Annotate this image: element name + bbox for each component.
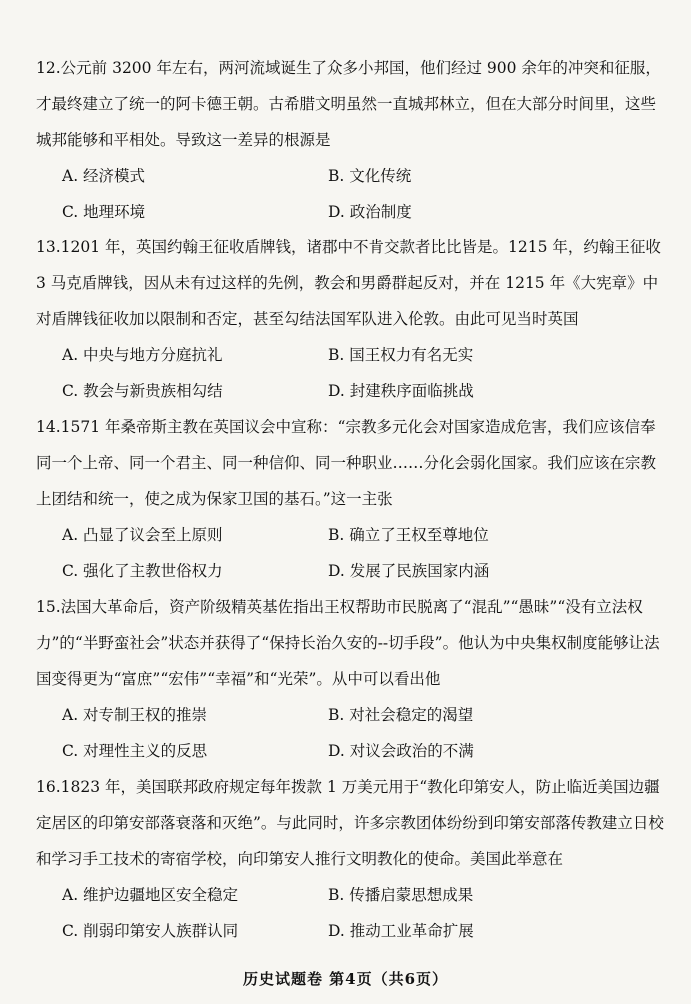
question-14 — [36, 409, 666, 589]
question-12 — [36, 50, 666, 230]
options-row — [36, 373, 666, 409]
option-a[interactable]: A. 对专制王权的推崇 — [62, 706, 208, 724]
options-row — [36, 337, 666, 373]
option-b[interactable]: B. 对社会稳定的渴望 — [328, 706, 474, 724]
option-d[interactable]: D. 封建秩序面临挑战 — [328, 382, 474, 400]
option-c[interactable]: C. 对理性主义的反思 — [62, 742, 208, 760]
option-c[interactable]: C. 地理环境 — [62, 203, 146, 221]
question-stem: 12.公元前 3200 年左右，两河流域诞生了众多小邦国，他们经过 900 余年的冲突和征服，才最终建立了统一的阿卡德王朝。古希腊文明虽然一直城邦林立，但在大部分时间里，这些城邦能够和平相处。导致这一差异的根源是 — [36, 59, 661, 149]
page-footer: 历史试题卷 第4页（共6页） — [242, 970, 449, 988]
question-16 — [36, 769, 666, 949]
option-a[interactable]: A. 经济模式 — [62, 167, 146, 185]
option-b[interactable]: B. 确立了王权至尊地位 — [328, 526, 489, 544]
question-stem: 14.1571 年桑帝斯主教在英国议会中宣称：“宗教多元化会对国家造成危害，我们应该信奉同一个上帝、同一个君主、同一种信仰、同一种职业……分化会弱化国家。我们应该在宗教上团结和统一，使之成为保家卫国的基石。”这一主张 — [36, 418, 657, 508]
option-a[interactable]: A. 中央与地方分庭抗礼 — [62, 346, 223, 364]
option-d[interactable]: D. 对议会政治的不满 — [328, 742, 474, 760]
option-c[interactable]: C. 教会与新贵族相勾结 — [62, 382, 223, 400]
options-row — [36, 913, 666, 949]
option-d[interactable]: D. 政治制度 — [328, 203, 412, 221]
options-row — [36, 158, 666, 194]
question-stem: 15.法国大革命后，资产阶级精英基佐指出王权帮助市民脱离了“混乱”“愚昧”“没有立法权力”的“半野蛮社会”状态并获得了“保持长治久安的--切手段”。他认为中央集权制度能够让法国变得更为“富庶”“宏伟”“幸福”和“光荣”。从中可以看出他 — [36, 598, 660, 688]
question-stem: 16.1823 年，美国联邦政府规定每年拨款 1 万美元用于“教化印第安人，防止临近美国边疆定居区的印第安部落衰落和灭绝”。与此同时，许多宗教团体纷纷到印第安部落传教建立日校和学习手工技术的寄宿学校，向印第安人推行文明教化的使命。美国此举意在 — [36, 778, 664, 868]
option-b[interactable]: B. 文化传统 — [328, 167, 412, 185]
options-row — [36, 194, 666, 230]
option-d[interactable]: D. 推动工业革命扩展 — [328, 922, 474, 940]
question-15 — [36, 589, 666, 769]
question-stem: 13.1201 年，英国约翰王征收盾牌钱，诸郡中不肯交款者比比皆是。1215 年，约翰王征收 3 马克盾牌钱，因从未有过这样的先例，教会和男爵群起反对，并在 1215 年《大宪章》中对盾牌钱征收加以限制和否定，甚至勾结法国军队进入伦敦。由此可见当时英国 — [36, 238, 661, 328]
options-row — [36, 517, 666, 553]
option-d[interactable]: D. 发展了民族国家内涵 — [328, 562, 490, 580]
options-row — [36, 697, 666, 733]
options-row — [36, 553, 666, 589]
option-a[interactable]: A. 凸显了议会至上原则 — [62, 526, 223, 544]
option-b[interactable]: B. 国王权力有名无实 — [328, 346, 474, 364]
options-row — [36, 877, 666, 913]
option-c[interactable]: C. 削弱印第安人族群认同 — [62, 922, 239, 940]
question-13 — [36, 229, 666, 409]
option-c[interactable]: C. 强化了主教世俗权力 — [62, 562, 223, 580]
option-a[interactable]: A. 维护边疆地区安全稳定 — [62, 886, 239, 904]
option-b[interactable]: B. 传播启蒙思想成果 — [328, 886, 474, 904]
options-row — [36, 733, 666, 769]
